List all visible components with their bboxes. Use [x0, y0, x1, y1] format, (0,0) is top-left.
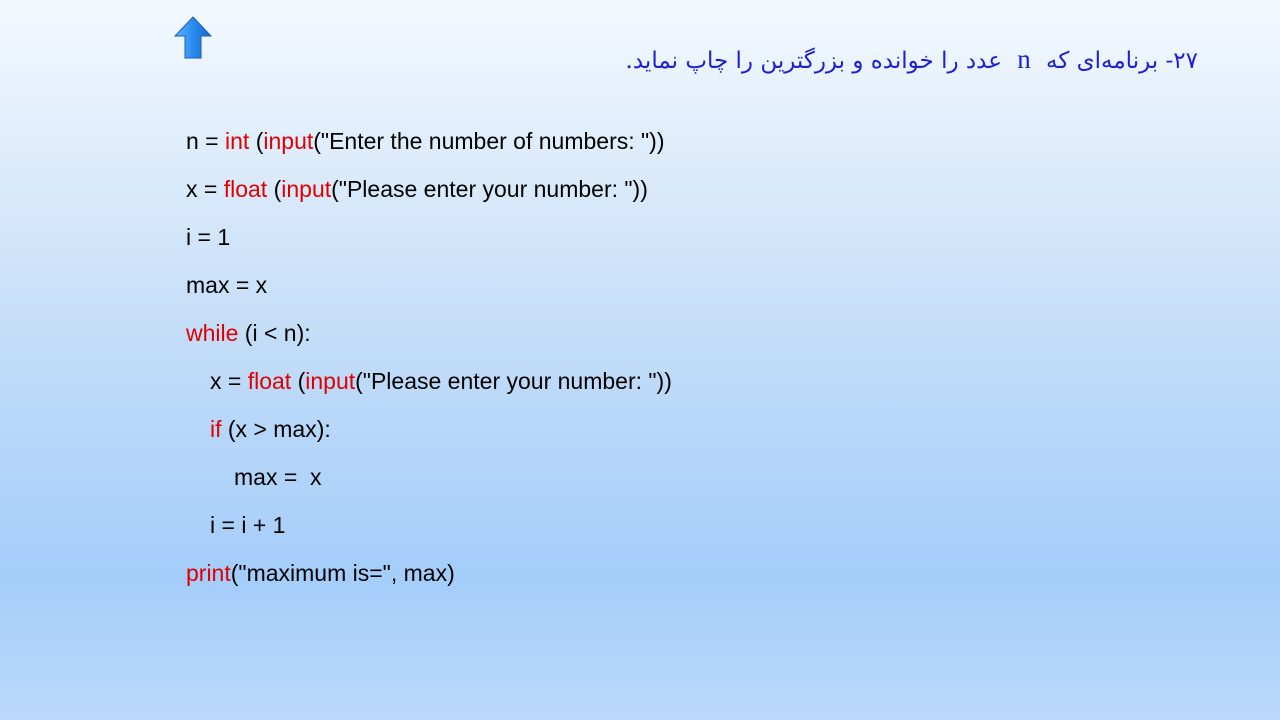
code-text: max = x [234, 464, 322, 490]
title-text-part2: عدد را خوانده و بزرگترین را چاپ نماید. [625, 48, 1002, 74]
code-text: ( [267, 176, 282, 202]
code-text: ("Please enter your number: ")) [331, 176, 648, 202]
code-text: ( [249, 128, 264, 154]
code-keyword: float [223, 176, 268, 202]
code-line [186, 218, 672, 266]
code-text: n = [186, 128, 226, 154]
up-arrow-icon[interactable] [174, 16, 212, 60]
code-line [186, 362, 672, 410]
code-line [186, 170, 672, 218]
code-line [186, 554, 672, 602]
slide-title [626, 44, 1198, 75]
code-text: i = 1 [186, 224, 231, 250]
code-keyword: input [281, 176, 332, 202]
code-text: ("maximum is=", max) [230, 560, 455, 586]
code-text: x = [210, 368, 248, 394]
code-keyword: input [263, 128, 314, 154]
code-keyword: float [247, 368, 292, 394]
code-keyword: input [305, 368, 356, 394]
code-line [186, 410, 672, 458]
title-number: ۲۷- [1165, 48, 1198, 74]
code-keyword: int [225, 128, 250, 154]
code-text: i = i + 1 [210, 512, 286, 538]
code-line [186, 314, 672, 362]
code-keyword: print [186, 560, 231, 586]
code-text: ("Please enter your number: ")) [355, 368, 672, 394]
code-block [186, 122, 672, 602]
title-variable: n [1017, 44, 1031, 74]
title-text-part1: برنامه‌ای که [1046, 48, 1159, 74]
code-text: x = [186, 176, 224, 202]
code-text: ("Enter the number of numbers: ")) [313, 128, 665, 154]
code-text: (i < n): [238, 320, 311, 346]
code-line [186, 266, 672, 314]
code-line [186, 122, 672, 170]
code-line [186, 458, 672, 506]
code-keyword: while [186, 320, 239, 346]
code-text: ( [291, 368, 306, 394]
code-text: (x > max): [221, 416, 331, 442]
code-line [186, 506, 672, 554]
code-keyword: if [210, 416, 222, 442]
code-text: max = x [186, 272, 268, 298]
